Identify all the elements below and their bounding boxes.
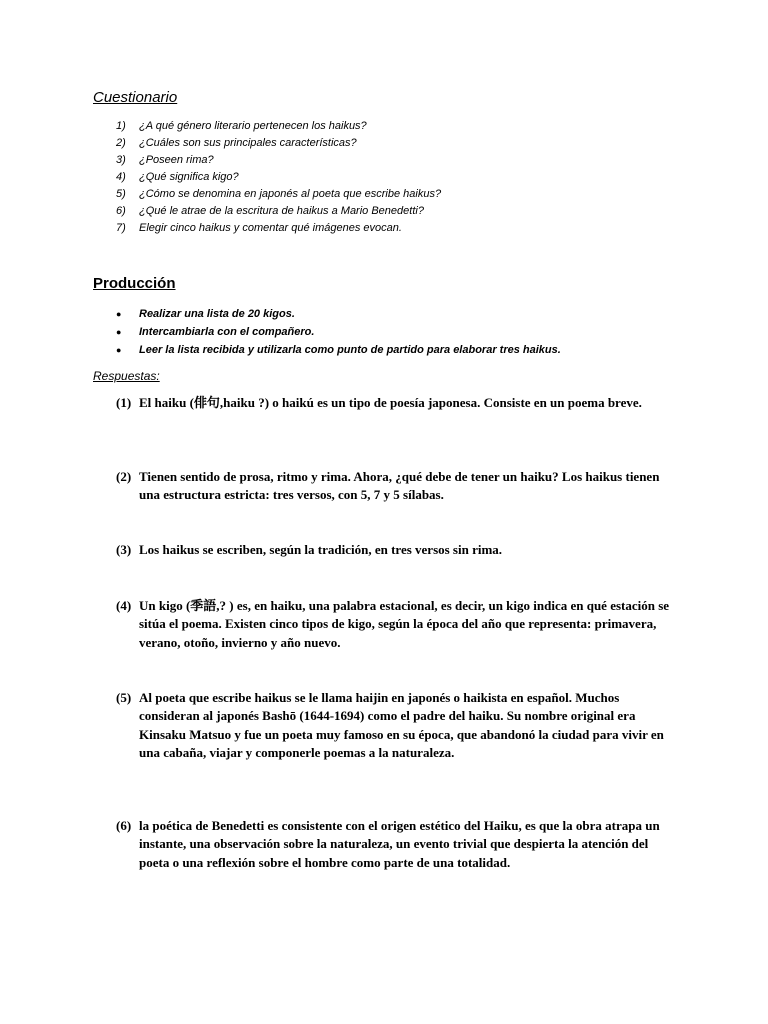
answer-item: (6) la poética de Benedetti es consistente con el origen estético del Haiku, es que la obra atrapa un instante, una observación sobre la naturaleza, un evento trivial que despierta la atención del poeta o una reflexión sobre el hombre como parte de una totalidad. <box>116 818 660 870</box>
cuestionario-heading: Cuestionario <box>93 89 178 106</box>
bullet-icon: ● <box>116 327 122 337</box>
question-item: 6) ¿Qué le atrae de la escritura de haikus a Mario Benedetti? <box>116 205 424 217</box>
answer-item: (4) Un kigo (季語,? ) es, en haiku, una palabra estacional, es decir, un kigo indica en qué estación se sitúa el poema. Existen cinco tipos de kigo, según la época del año que representa: primavera, verano, otoño, invierno y año nuevo. <box>116 598 670 650</box>
answer-item: (2) Tienen sentido de prosa, ritmo y rima. Ahora, ¿qué debe de tener un haiku? Los haikus tienen una estructura estricta: tres versos, con 5, 7 y 5 sílabas. <box>116 469 660 503</box>
answer-item: (1) El haiku (俳句,haiku ?) o haikú es un tipo de poesía japonesa. Consiste en un poema breve. <box>116 395 642 410</box>
question-item: 3) ¿Poseen rima? <box>116 154 214 166</box>
bullet-icon: ● <box>116 309 122 319</box>
bullet-icon: ● <box>116 345 122 355</box>
question-item: 2) ¿Cuáles son sus principales características? <box>116 137 357 149</box>
list-item: ● Realizar una lista de 20 kigos. <box>116 305 561 323</box>
list-item: ● Intercambiarla con el compañero. <box>116 323 561 341</box>
question-item: 4) ¿Qué significa kigo? <box>116 171 239 183</box>
produccion-heading: Producción <box>93 275 176 292</box>
question-item: 1) ¿A qué género literario pertenecen los haikus? <box>116 120 367 132</box>
question-item: 7) Elegir cinco haikus y comentar qué imágenes evocan. <box>116 222 402 234</box>
answer-item: (3) Los haikus se escriben, según la tradición, en tres versos sin rima. <box>116 542 503 557</box>
question-list <box>116 118 441 237</box>
question-item: 5) ¿Cómo se denomina en japonés al poeta que escribe haikus? <box>116 188 442 200</box>
list-item: ● Leer la lista recibida y utilizarla como punto de partido para elaborar tres haikus. <box>116 341 561 359</box>
respuestas-label: Respuestas: <box>93 369 160 383</box>
produccion-list <box>116 305 561 359</box>
answer-item: (5) Al poeta que escribe haikus se le llama haijin en japonés o haikista en español. Muchos consideran al japonés Bashō (1644-1694) como el padre del haiku. Su nombre original era Kinsaku Matsuo y fue un poeta muy famoso en su época, que abandonó la ciudad para vivir en una cabaña, viajar y componerle poemas a la naturaleza. <box>116 690 664 760</box>
